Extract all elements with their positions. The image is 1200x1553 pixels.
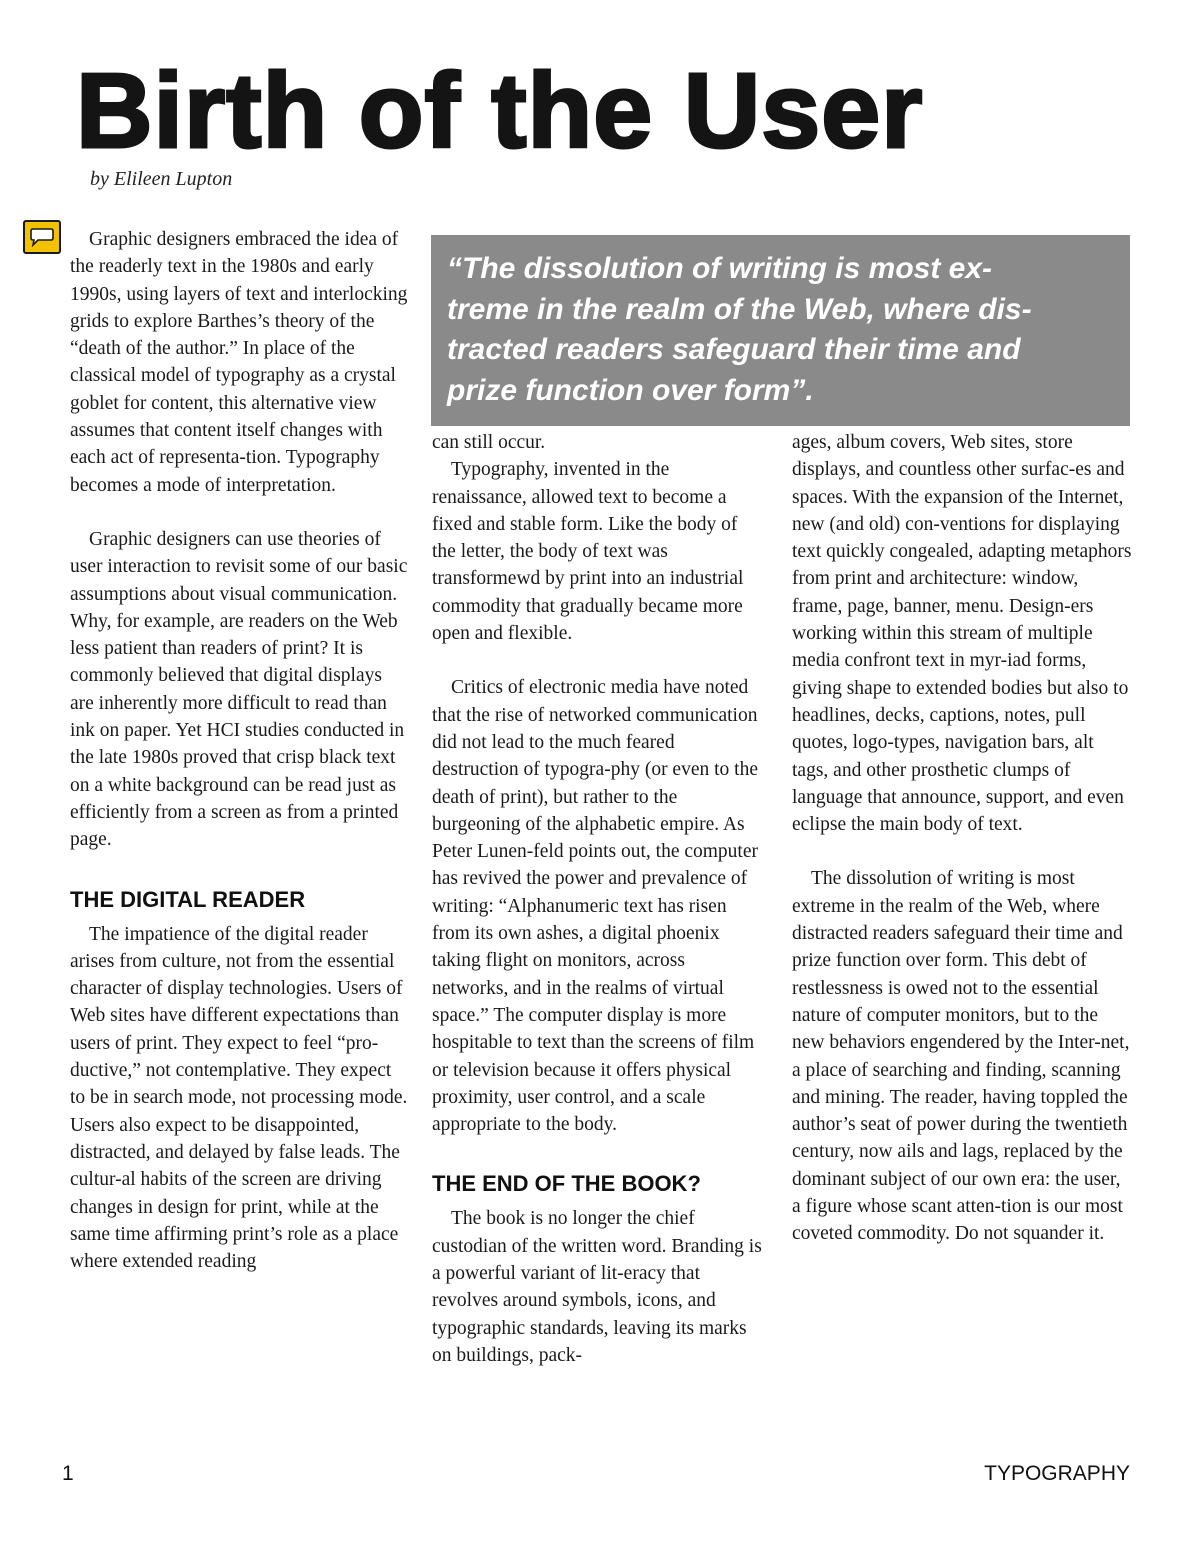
pull-quote-line: tracted readers safeguard their time and (447, 333, 1021, 366)
column-3 (792, 429, 1132, 1248)
pull-quote-line: prize function over form”. (447, 373, 814, 407)
page-number: 1 (62, 1462, 74, 1485)
column-2 (432, 429, 766, 1369)
paragraph: The book is no longer the chief custodian of the written word. Branding is a powerful variant of lit-eracy that revolves around symbols, icons, and typographic standards, leaving its marks on buildings, pack- (432, 1208, 762, 1366)
paragraph: The impatience of the digital reader arises from culture, not from the essential character of display technologies. Users of Web sites have different expectations than users of print. They expect to feel “pro-ductive,” not contemplative. They expect to be in search mode, not processing mode. Users also expect to be disappointed, distracted, and delayed by false leads. The cultur-al habits of the screen are driving changes in design for print, while at the same time affirming print’s role as a place where extended reading (70, 923, 408, 1273)
paragraph: The dissolution of writing is most extreme in the realm of the Web, where distracted readers safeguard their time and prize function over form. This debt of restlessness is owed not to the essential nature of computer monitors, but to the new behaviors engendered by the Inter-net, a place of searching and finding, scanning and mining. The reader, having toppled the author’s seat of power during the twentieth century, now ails and lags, replaced by the dominant subject of our own era: the user, a figure whose scant atten-tion is our most coveted commodity. Do not squander it. (792, 868, 1130, 1245)
section-heading-end-of-book: THE END OF THE BOOK? (432, 1171, 701, 1197)
paragraph: can still occur. (432, 432, 546, 453)
paragraph: Graphic designers embraced the idea of the readerly text in the 1980s and early 1990s, using layers of text and interlocking grids to explore Barthes’s theory of the “death of the author.” In place of the classical model of typography as a crystal goblet for content, this alternative view assumes that content itself changes with each act of representa-tion. Typography becomes a mode of interpretation. (70, 229, 408, 496)
comment-note-icon[interactable] (23, 220, 61, 254)
paragraph: Typography, invented in the renaissance, allowed text to become a fixed and stable form. Like the body of the letter, the body of text was transformewd by print into an industrial commodity that gradually became more open and flexible. (432, 459, 744, 645)
article-title: Birth of the User (76, 52, 924, 170)
section-name: TYPOGRAPHY (984, 1462, 1130, 1485)
paragraph: Graphic designers can use theories of user interaction to revisit some of our basic assumptions about visual communication. Why, for example, are readers on the Web less patient than readers of print? It is commonly believed that digital displays are inherently more difficult to read than ink on paper. Yet HCI studies conducted in the late 1980s proved that crisp black text on a white background can be read just as efficiently from a screen as from a printed page. (70, 528, 408, 851)
section-heading-digital-reader: THE DIGITAL READER (70, 886, 306, 912)
paragraph: ages, album covers, Web sites, store displays, and countless other surfac-es and spaces. With the expansion of the Internet, new (and old) con-ventions for displaying text quickly congealed, adapting metaphors from print and architecture: window, frame, page, banner, menu. Design-ers working within this stream of multiple media confront text in myr-iad forms, giving shape to extended bodies but also to headlines, decks, captions, notes, pull quotes, logo-types, navigation bars, alt tags, and other prosthetic clumps of language that announce, support, and even eclipse the main body of text. (792, 432, 1132, 836)
column-1 (70, 226, 410, 1275)
pull-quote-line: “The dissolution of writing is most ex- (447, 252, 993, 285)
pull-quote-line: treme in the realm of the Web, where dis- (447, 292, 1032, 326)
paragraph: Critics of electronic media have noted that the rise of networked communication did not lead to the much feared destruction of typogra-phy (or even to the death of print), but rather to the burgeoning of the alphabetic empire. As Peter Lunen-feld points out, the computer has revived the power and prevalence of writing: “Alphanumeric text has risen from its own ashes, a digital phoenix taking flight on monitors, across networks, and in the realms of virtual space.” The computer display is more hospitable to text than the screens of film or television because it offers physical proximity, user control, and a scale appropriate to the body. (432, 677, 758, 1136)
byline: by Elileen Lupton (90, 168, 233, 190)
pull-quote (431, 235, 1130, 426)
